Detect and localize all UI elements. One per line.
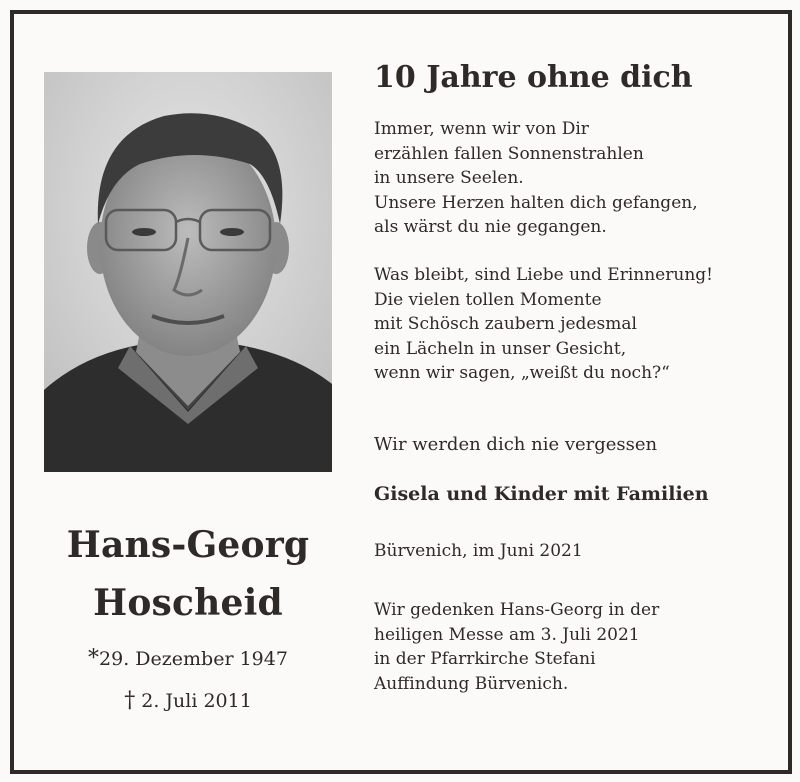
heading: 10 Jahre ohne dich xyxy=(374,60,693,95)
mass-notice-line: heiligen Messe am 3. Juli 2021 xyxy=(374,624,640,645)
never-forget-line: Wir werden dich nie vergessen xyxy=(374,434,658,455)
death-date-line xyxy=(44,688,332,714)
poem-line: Immer, wenn wir von Dir xyxy=(374,119,589,139)
poem-line: erzählen fallen Sonnenstrahlen xyxy=(374,143,644,164)
deceased-first-name: Hans-Georg xyxy=(66,524,310,566)
birth-date-line xyxy=(44,646,332,672)
poem-line: Unsere Herzen halten dich gefangen, xyxy=(374,192,698,213)
poem-line: in unsere Seelen. xyxy=(374,168,524,188)
mass-notice-line: in der Pfarrkirche Stefani xyxy=(374,649,596,669)
deceased-last-name: Hoscheid xyxy=(93,582,283,624)
death-date: 2. Juli 2011 xyxy=(141,690,252,712)
poem-stanza-2 xyxy=(374,263,774,386)
poem-line: Was bleibt, sind Liebe und Erinnerung! xyxy=(374,265,713,285)
birth-date: 29. Dezember 1947 xyxy=(99,648,288,670)
poem-line: als wärst du nie gegangen. xyxy=(374,217,607,237)
mass-notice-line: Auffindung Bürvenich. xyxy=(374,673,569,694)
poem-line: mit Schösch zaubern jedesmal xyxy=(374,314,637,334)
birth-symbol: * xyxy=(88,646,100,671)
poem-line: Die vielen tollen Momente xyxy=(374,289,602,310)
poem-stanza-1 xyxy=(374,117,774,240)
place-date: Bürvenich, im Juni 2021 xyxy=(374,541,583,561)
mass-notice xyxy=(374,598,774,696)
death-symbol: † xyxy=(124,688,136,713)
family-signature: Gisela und Kinder mit Familien xyxy=(374,483,709,505)
poem-line: wenn wir sagen, „weißt du noch?“ xyxy=(374,363,670,383)
portrait-photo xyxy=(44,72,332,472)
poem-line: ein Lächeln in unser Gesicht, xyxy=(374,338,627,359)
mass-notice-line: Wir gedenken Hans-Georg in der xyxy=(374,600,660,620)
